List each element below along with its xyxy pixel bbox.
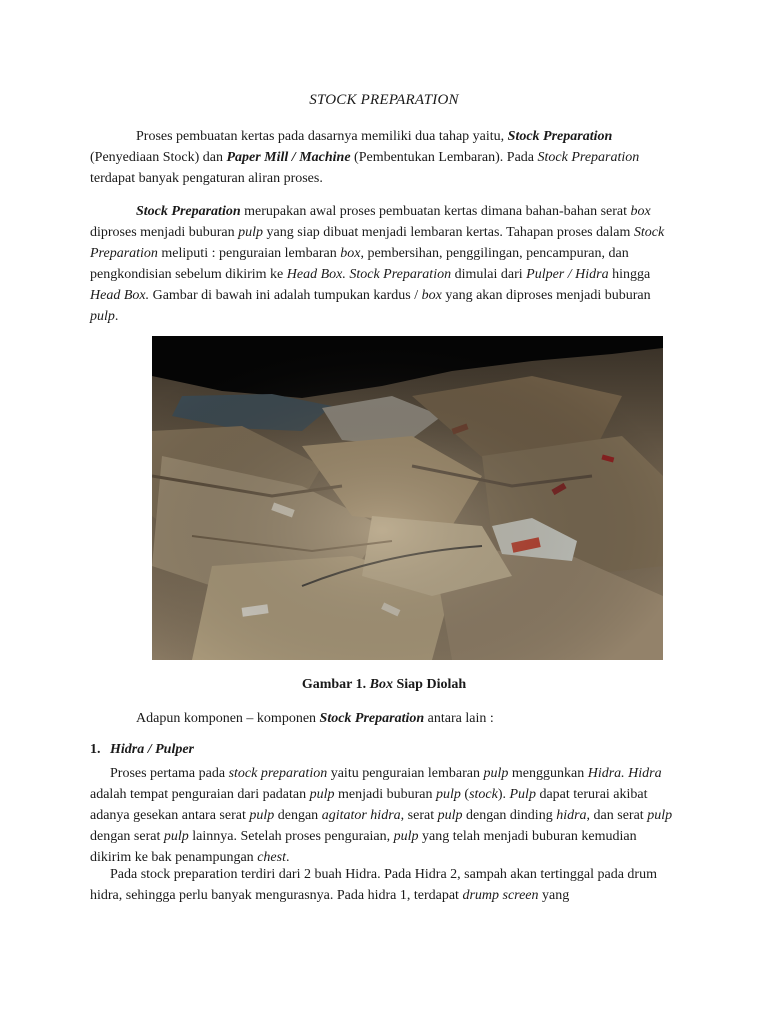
emphasis: Paper Mill / Machine xyxy=(226,150,351,165)
caption-italic: Box xyxy=(369,677,393,692)
document-title: STOCK PREPARATION xyxy=(309,92,459,108)
text: menjadi buburan xyxy=(334,787,436,802)
text: . xyxy=(285,850,290,865)
text: (Penyediaan Stock) dan xyxy=(90,150,227,165)
caption-text: Siap Diolah xyxy=(393,677,467,692)
section-number: 1. xyxy=(90,742,101,757)
italic-term: box xyxy=(421,288,442,303)
text: Adapun komponen – komponen xyxy=(136,711,320,726)
text: yaitu penguraian lembaran xyxy=(327,766,484,781)
italic-term: hidra xyxy=(556,808,587,823)
text: (Pembentukan Lembaran). Pada xyxy=(350,150,538,165)
italic-term: agitator hidra xyxy=(321,808,401,823)
italic-term: pulp xyxy=(309,787,335,802)
italic-term: pulp xyxy=(238,225,264,240)
italic-term: Hidra. Hidra xyxy=(587,766,662,781)
italic-term: pulp xyxy=(647,808,673,823)
hidra-paragraph xyxy=(90,763,680,868)
text: ). xyxy=(497,787,510,802)
text: dengan xyxy=(274,808,322,823)
emphasis: Stock Preparation xyxy=(507,129,613,144)
text: , pembersihan, penggilingan, pencampuran, dan pengkondisian sebelum dikirim ke xyxy=(90,246,629,282)
italic-term: Head Box. Stock Preparation xyxy=(286,267,452,282)
text: yang akan diproses menjadi buburan xyxy=(441,288,651,303)
text: diproses menjadi buburan xyxy=(90,225,239,240)
text: merupakan awal proses pembuatan kertas dimana bahan-bahan serat xyxy=(240,204,631,219)
text: antara lain : xyxy=(424,711,494,726)
text: terdapat banyak pengaturan aliran proses. xyxy=(90,171,323,186)
cardboard-pile-photo xyxy=(152,336,663,660)
italic-term: stock preparation xyxy=(228,766,328,781)
components-intro-paragraph xyxy=(90,708,680,729)
italic-term: box xyxy=(630,204,651,219)
text: yang siap dibuat menjadi lembaran kertas. Tahapan proses dalam xyxy=(263,225,634,240)
italic-term: pulp xyxy=(483,766,509,781)
italic-term: pulp xyxy=(90,309,115,324)
italic-term: chest xyxy=(257,850,286,865)
italic-term: pulp xyxy=(393,829,419,844)
section-title: Hidra / Pulper xyxy=(110,742,195,757)
italic-term: Pulper / Hidra xyxy=(526,267,609,282)
italic-term: pulp xyxy=(249,808,275,823)
italic-term: box xyxy=(340,246,361,261)
text: Gambar di bawah ini adalah tumpukan kardus / xyxy=(149,288,422,303)
text: , serat xyxy=(400,808,438,823)
text: ( xyxy=(460,787,470,802)
hidra-detail-paragraph xyxy=(90,864,680,906)
text: dengan dinding xyxy=(462,808,557,823)
text: hingga xyxy=(608,267,651,282)
italic-term: stock xyxy=(469,787,498,802)
italic-term: drump screen xyxy=(462,888,539,903)
italic-term: Pulp xyxy=(509,787,536,802)
stock-preparation-paragraph xyxy=(90,201,680,327)
italic-term: pulp xyxy=(436,787,461,802)
text: Pada stock preparation terdiri dari 2 buah Hidra. Pada Hidra 2, sampah akan tertinggal pada drum hidra, sehingga perlu banyak mengurasnya. Pada hidra 1, terdapat xyxy=(90,867,657,903)
text: , dan serat xyxy=(586,808,648,823)
text: dimulai dari xyxy=(451,267,527,282)
italic-term: Head Box. xyxy=(90,288,150,303)
text: lainnya. Setelah proses penguraian, xyxy=(188,829,394,844)
emphasis: Stock Preparation xyxy=(319,711,425,726)
emphasis: Stock Preparation xyxy=(136,204,241,219)
italic-term: pulp xyxy=(437,808,463,823)
italic-term: pulp xyxy=(163,829,189,844)
text: Proses pertama pada xyxy=(110,766,229,781)
text: dengan serat xyxy=(90,829,164,844)
text: adalah tempat penguraian dari padatan xyxy=(90,787,310,802)
text: Proses pembuatan kertas pada dasarnya memiliki dua tahap yaitu, xyxy=(136,129,508,144)
text: dapat terurai akibat adanya gesekan antara serat xyxy=(90,787,648,823)
caption-text: Gambar 1. xyxy=(301,677,370,692)
italic-term: Stock Preparation xyxy=(90,225,665,261)
intro-paragraph xyxy=(90,126,680,189)
text: menggunkan xyxy=(508,766,588,781)
section-heading xyxy=(90,742,194,758)
text: . xyxy=(114,309,119,324)
text: yang telah menjadi buburan kemudian dikirim ke bak penampungan xyxy=(90,829,637,865)
text: yang xyxy=(538,888,570,903)
text: meliputi : penguraian lembaran xyxy=(157,246,341,261)
figure-caption xyxy=(0,677,768,693)
italic-term: Stock Preparation xyxy=(537,150,640,165)
